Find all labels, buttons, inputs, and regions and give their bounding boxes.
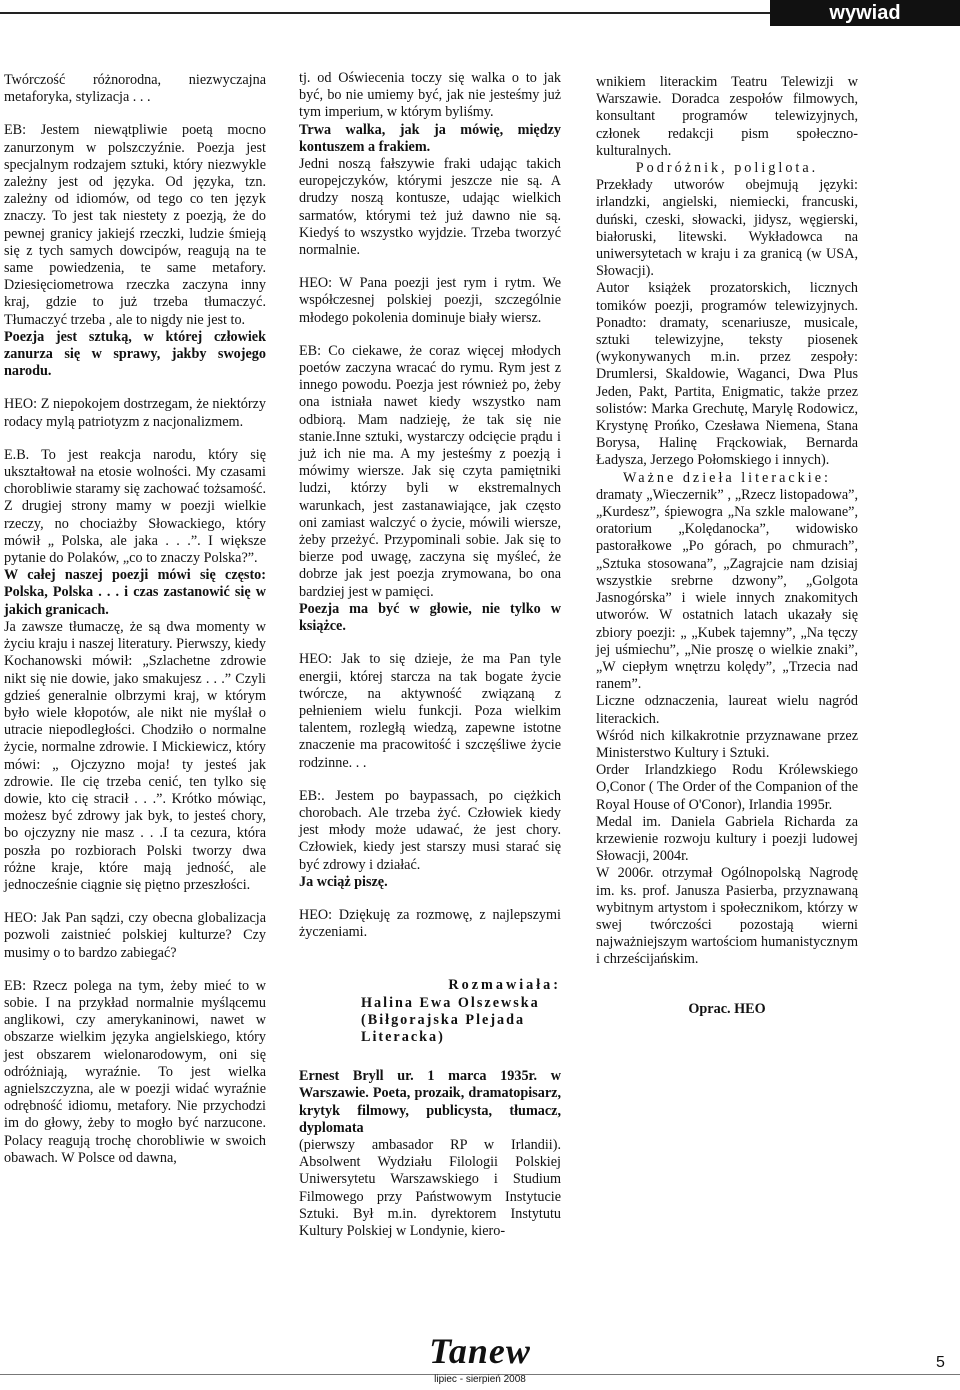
interviewer-name: Halina Ewa Olszewska (Biłgorajska Plejada Literacka) bbox=[361, 994, 540, 1045]
answer-paragraph: EB: Co ciekawe, że coraz więcej młodych poetów zaczyna wracać do rymu. Rym jest z innego powodu. Poezja jest również po, żeby ona istniała nawet kiedy wszystko nam odbiorą. Mam nadzieję, że tak się nie stanie.Inne sztuki, wystarczy odcięcie prądu i już ich nie ma. A my jesteśmy z poezją i mówimy wiersze. Jak się czyta pamiętniki ludzi, którzy byli w ekstremalnych warunkach, jest zastanawiające, jak często oni zamiast walczyć o życie, mówili wiersze, żeby przeżyć. Przypominali sobie. Jak się to bierze pod uwagę, zaczyna się myśleć, że dobrze jak jest poezja zrymowana, bo ona bardziej jest w pamięci. bbox=[299, 342, 561, 600]
header-bar bbox=[0, 0, 960, 26]
question-paragraph: HEO: Jak Pan sądzi, czy obecna globalizacja pozwoli zaistnieć polskiej kulturze? Czy musimy o to bardzo zabiegać? bbox=[4, 910, 266, 961]
question-paragraph: HEO: Z niepokojem dostrzegam, że niektórzy rodacy mylą patriotyzm z nacjonalizmem. bbox=[4, 396, 266, 430]
interviewer-label: Rozmawiała: bbox=[448, 977, 561, 994]
author-credit: Oprac. HEO bbox=[688, 1000, 766, 1017]
column-3 bbox=[596, 74, 858, 1034]
bold-quote: Ja wciąż piszę. bbox=[299, 873, 388, 890]
bold-quote: Trwa walka, jak ja mówię, między kontuszem a frakiem. bbox=[299, 121, 561, 155]
bio-paragraph: wnikiem literackim Teatru Telewizji w Warszawie. Doradca zespołów filmowych, konsultant programów telewizyjnych, członek redakcji pism społeczno-kulturalnych. bbox=[596, 74, 858, 159]
page-number: 5 bbox=[936, 1354, 945, 1371]
awards-paragraph: Order Irlandzkiego Rodu Królewskiego O,Conor ( The Order of the Companion of the Royal House of O'Conor), Irlandia 1995r. bbox=[596, 762, 858, 813]
column-2 bbox=[299, 70, 561, 1240]
magazine-logo: Tanew bbox=[429, 1331, 531, 1371]
works-paragraph: dramaty „Wieczernik” , „Rzecz listopadowa”, „Kurdesz”, śpiewogra „Na szkle malowane”, oratorium „Kolędanocka”, widowisko pastorałkowe „Po górach, po chmurach”, „Sztuka stosowana”, „Zagrajcie nam dzisiaj wszystkie srebrne dzwony”, „Golgota Jasnogórska” i wiele innych znakomitych utworów. W ostatnich latach ukazały się zbiory poezji: „ „Kubek tajemny”, „Na tęczy jej uśmiechu”, „Nie proszę o wielkie znaki”, „W ciepłym wnętrzu kolędy”, „Trzecia nad ranem”. bbox=[596, 486, 858, 693]
bold-quote: W całej naszej poezji mówi się często: Polska, Polska . . . i czas zastanowić się w jakich granicach. bbox=[4, 567, 266, 618]
answer-paragraph: tj. od Oświecenia toczy się walka o to jak być, bo nie umiemy być, jak nie jesteśmy już tym imperium, w którym byliśmy. bbox=[299, 70, 561, 121]
intro-text: Twórczość różnorodna, niezwyczajna metaforyka, stylizacja . . . bbox=[4, 72, 266, 106]
question-paragraph: HEO: Jak to się dzieje, że ma Pan tyle energii, której starcza na tak bogate życie twórcze, na aktywność związaną z pełnieniem wielu funkcji. Poza wielkim talentem, rozległą wiedzą, zapewne istotne znaczenie ma pracowitość i szczęśliwe życie rodzinne. . . bbox=[299, 651, 561, 771]
works-heading: Ważne dzieła literackie: bbox=[623, 469, 831, 486]
bio-heading: Ernest Bryll ur. 1 marca 1935r. w Warszawie. Poeta, prozaik, dramatopisarz, krytyk filmowy, publicysta, tłumacz, dyplomata bbox=[299, 1068, 561, 1136]
closing-thanks: HEO: Dziękuję za rozmowę, z najlepszymi życzeniami. bbox=[299, 906, 561, 941]
bio-heading: Podróżnik, poliglota. bbox=[635, 160, 819, 177]
section-label: wywiad bbox=[770, 0, 960, 26]
issue-date: lipiec - sierpień 2008 bbox=[434, 1374, 526, 1385]
bold-quote: Poezja jest sztuką, w której człowiek zanurza się w sprawy, jakby swojego narodu. bbox=[4, 328, 266, 380]
awards-paragraph: Liczne odznaczenia, laureat wielu nagród literackich. bbox=[596, 693, 858, 727]
bio-paragraph: (pierwszy ambasador RP w Irlandii). Absolwent Wydziału Filologii Polskiej Uniwersytetu Warszawskiego i Studium Filmowego przy Państwowym Instytucie Sztuki. Był m.in. dyrektorem Instytutu Kultury Polskiej w Londynie, kiero- bbox=[299, 1136, 561, 1239]
answer-paragraph: E.B. To jest reakcja narodu, który się ukształtował na etosie wolności. My czasami chorobliwie staramy się zachować tożsamość. Z drugiej strony mamy w poezji wielkie rzeczy, no chociażby Słowackiego, który mówił „ Polska, ale jaka . . .”. I większe pytanie do Polaków, „co to znaczy Polska?”. bbox=[4, 446, 266, 567]
column-1 bbox=[4, 72, 266, 1183]
awards-paragraph: Wśród nich kilkakrotnie przyznawane przez Ministerstwo Kultury i Sztuki. bbox=[596, 727, 858, 761]
bio-paragraph: Przekłady utworów obejmują języki: irlandzki, angielski, niemiecki, francuski, duński, czeski, słowacki, jidysz, węgierski, białoruski, litewski. Wykładowca na uniwersytetach w kraju i za granicą (w USA, Słowacji). bbox=[596, 177, 858, 280]
awards-paragraph: Medal im. Daniela Gabriela Richarda za krzewienie rozwoju kultury i poezji ludowej Słowacji, 2004r. bbox=[596, 813, 858, 865]
bio-paragraph: Autor książek prozatorskich, licznych tomików poezji, programów telewizyjnych. Ponadto: dramaty, scenariusze, musicale, sztuki telewizyjne, teksty piosenek (wykonywanych m.in. przez zespoły: Drumlersi, Skaldowie, Waganci, Dwa Plus Jeden, Pakt, Partita, Enigmatic, także przez solistów: Marka Grechutę, Marylę Rodowicz, Krystynę Prońko, Czesława Niemena, Stana Borysa, Halinę Frąckowiak, Bernarda Ładysza, Jerzego Połomskiego i innych). bbox=[596, 280, 858, 469]
question-paragraph: HEO: W Pana poezji jest rym i rytm. We współczesnej polskiej poezji, szczególnie młodego pokolenia dominuje biały wiersz. bbox=[299, 275, 561, 326]
awards-paragraph: W 2006r. otrzymał Ogólnopolską Nagrodę im. ks. prof. Janusza Pasierba, przyznawaną wybitnym artystom i społecznikom, którzy w swej twórczości pozostają wierni najważniejszym wartościom humanistycznym i chrześcijańskim. bbox=[596, 865, 858, 968]
header-rule bbox=[0, 12, 770, 14]
answer-paragraph: EB: Rzecz polega na tym, żeby mieć to w sobie. I na przykład normalnie myślącemu anglikowi, czy amerykaninowi, nawet w obszarze wielkim języka angielskiego, który jest obszarem wielonarodowym, oni się odróżniają, wyraźnie. To jest wielka agnielszczyzna, ale w poezji widać wyraźnie odrębność idiomu, metafory. Nie przychodzi im do głowy, żeby to mogło być narzucone. Polacy reagują trochę chorobliwie w swoich obawach. W Polsce od dawna, bbox=[4, 977, 266, 1166]
answer-paragraph: Jedni noszą fałszywie fraki udając takich europejczyków, którymi jeszcze nie są. A drudzy noszą kontusze, udając wielkich sarmatów, którymi też już dawno nie są. Kiedyś to wszystko wyjdzie. Trzeba tworzyć normalnie. bbox=[299, 156, 561, 259]
answer-paragraph: EB: Jestem niewątpliwie poetą mocno zanurzonym w polszczyźnie. Poezja jest specjalnym rodzajem sztuki, który niezwykle zależny jest od języka. Od języka, tzn. zależny od idiomów, od tego co ten język znaczy. To jest tak niestety z poezją, że do pewnej granicy jakiejś rzeczki, ludzie śmieją się z tych samych dowcipów, reagują na te same powiedzenia, te same metafory. Dziesięciometrowa rzeczka zaczyna inny kraj, gdzie to już trzeba tłumaczyć. Tłumaczyć trzeba , ale to nigdy nie jest to. bbox=[4, 122, 266, 328]
answer-paragraph: Ja zawsze tłumaczę, że są dwa momenty w życiu kraju i naszej literatury. Pierwszy, kiedy Kochanowski mówił: „Szlachetne zdrowie nikt się nie dowie, jako smakujesz . . .” Czyli gdzieś generalnie olbrzymi kraj, w którym było wiele kłopotów, ale nikt nie myślał o utracie niepodległości. Chodziło o normalne życie, normalne zdrowie. I Mickiewicz, który mówi: „ Ojczyzno moja! ty jesteś jak zdrowie. Ile cię trzeba cenić, ten tylko się dowie, kto cię stracił . . .”. Krótko mówiąc, możesz być zdrowy jak byk, to jesteś chory, bo ojczyzny nie masz . . .I ta cezura, która poszła po rozbiorach Polski tworzy dwa różne kraje, które mają jedność, ale jednocześnie ciągnie się piętno przeszłości. bbox=[4, 618, 266, 893]
bold-quote: Poezja ma być w głowie, nie tylko w książce. bbox=[299, 600, 561, 635]
answer-paragraph: EB:. Jestem po baypassach, po ciężkich chorobach. Ale trzeba żyć. Człowiek kiedy jest młody może udawać, że jest chory. Człowiek, kiedy jest starszy musi starać się być zdrowy i działać. bbox=[299, 787, 561, 873]
footer bbox=[0, 1330, 960, 1390]
